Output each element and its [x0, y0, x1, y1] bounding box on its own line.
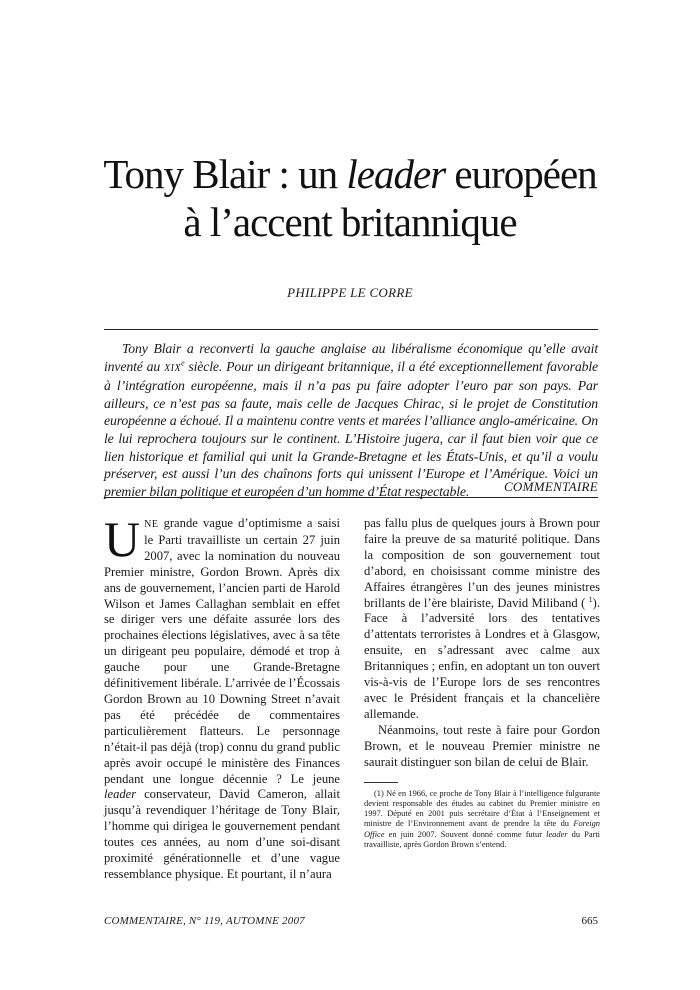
footnote-reference-cont[interactable]: 1	[588, 594, 593, 604]
body-column-right	[364, 516, 600, 850]
body-paragraph-2: Néanmoins, tout reste à faire pour Gordon Brown, et le nouveau Premier ministre ne saurait distinguer son bilan de celui de Blair.	[364, 722, 600, 769]
footer-page-number: 665	[581, 915, 598, 927]
body-paragraph-1-continued: pas fallu plus de quelques jours à Brown pour faire la preuve de sa maturité politique. Dans la composition de son gouvernement tout d’abord, en choisissant comme ministre des Affaires étrangères l’un des jeunes ministres brillants de l’ère blairiste, David Miliband ( $^1$). Face à l’adversité lors des tentatives d’attentats terroristes à Londres et à Glasgow, ensuite, en s’adressant avec calme aux Britanniques ; enfin, en adoptant un ton ouvert vis-à-vis de l’Europe lors de ses rencontres avec le Président français et la chancelière allemande.	[364, 516, 600, 721]
body-paragraph-1-start	[104, 511, 340, 883]
title-italic-word: leader	[346, 151, 446, 197]
body-text-1a: grande vague d’optimisme a saisi le Parti travailliste un certain 27 juin 2007, avec la nomination du nouveau Premier ministre, Gordon Brown. Après dix ans de gouvernement, l’ancien parti de Harold Wilson et James Callaghan semblait en effet se diriger vers une défaite assurée lors des prochaines élections législatives, avec à sa tête un dirigeant peu populaire, démodé et trop à gauche pour une Grande-Bretagne définitivement libérale. L’arrivée de l’Écossais Gordon Brown au 10 Downing Street n’avait pas été précédée de commentaires particulièrement flatteurs. Le personnage n’était-il pas déjà (trop) connu du grand public après avoir occupé le ministère des Finances pendant une longue décennie ? Le jeune	[104, 516, 340, 786]
title-part2: européen	[445, 151, 597, 197]
body-text-1c-cont: ).	[592, 595, 600, 610]
footnote-text-b: en juin 2007. Souvent donné comme futur	[384, 829, 547, 839]
footnote-1	[364, 789, 600, 851]
author-name: PHILIPPE LE CORRE	[287, 285, 413, 300]
footnote-text-a: (1) Né en 1966, ce proche de Tony Blair à l’intelligence fulgurante devient responsable des études au cabinet du Premier ministre en 1997. Député en 2001 puis secrétaire d’État à l’Enseignement et ministre de l’Environnement avant de prendre la tête du	[364, 788, 600, 829]
abstract-text-2: siècle. Pour un dirigeant britannique, il a été exceptionnellement favorable à l’intégration européenne, mais il n’a pas pu faire adopter l’euro par son pays. Par ailleurs, ce n’est pas sa faute, mais celle de Jacques Chirac, si le projet de Constitution européenne a échoué. Il a maintenu contre vents et marées l’alliance anglo-américaine. On le lui reprochera toujours sur le continent. L’Histoire jugera, car il faut bien voir que ce lien historique et familial qui unit la Grande-Bretagne et les États-Unis, et qu’il a voulu préserver, est aussi l’un des chaînons forts qui unissent l’Europe et l’Amérique. Voici un premier bilan politique et européen d’un homme d’État respectable.	[104, 358, 598, 499]
drop-cap-smallcaps: NE	[144, 519, 159, 530]
abstract-top-rule	[104, 329, 598, 330]
footer-journal-info: COMMENTAIRE, N° 119, AUTOMNE 2007	[104, 915, 305, 927]
abstract-text-1: Tony Blair a reconverti la gauche anglaise au libéralisme économique qu’elle avait inventé au	[104, 341, 598, 374]
journal-signature: COMMENTAIRE	[503, 479, 598, 494]
footnote-italic-leader: leader	[546, 829, 568, 839]
abstract	[104, 340, 598, 500]
title-line2: à l’accent britannique	[183, 199, 517, 245]
abstract-bottom-rule	[104, 497, 598, 498]
abstract-century-sup: e	[181, 358, 185, 367]
footnote-rule	[364, 782, 398, 783]
drop-cap: U	[104, 511, 141, 567]
footnote-text-c: du Parti travailliste, après Gordon Brown s’entend.	[364, 829, 600, 849]
body-text-1b: conservateur, David Cameron, allait jusqu’à revendiquer l’héritage de Tony Blair, l’homme qui dirigea le gouvernement pendant toutes ces années, au nom d’une soi-disant proximité générationnelle et d’une vague ressemblance physique. Et pourtant, il n’aura	[104, 787, 340, 881]
article-title	[60, 150, 640, 246]
body-column-left	[104, 511, 340, 883]
body-italic-leader: leader	[104, 787, 137, 802]
abstract-century: XIX	[164, 362, 182, 374]
footnote-italic-foreign-office: Foreign Office	[364, 819, 600, 839]
title-part1: Tony Blair : un	[103, 151, 347, 197]
